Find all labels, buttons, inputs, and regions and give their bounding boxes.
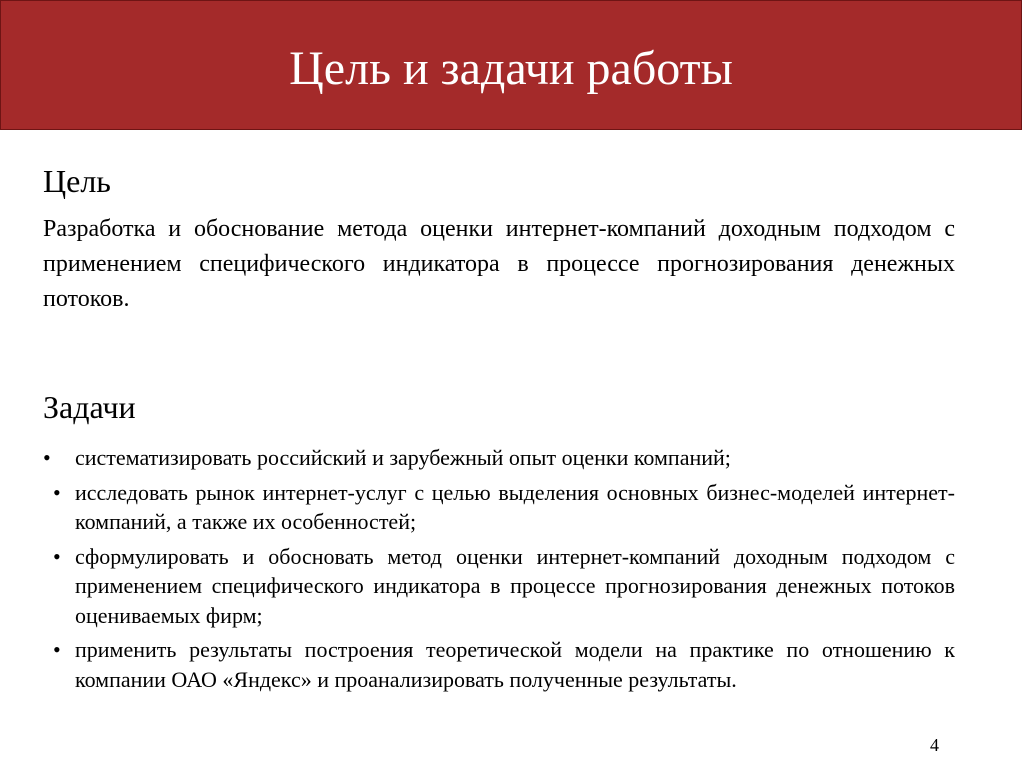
tasks-list (43, 443, 955, 699)
goal-heading: Цель (43, 163, 111, 199)
goal-text: Разработка и обоснование метода оценки интернет-компаний доходным подходом с применением специфического индикатора в процессе прогнозирования денежных потоков. (43, 216, 955, 312)
tasks-heading: Задачи (43, 389, 136, 425)
bullet-icon: • (43, 445, 51, 470)
task-item (43, 443, 955, 473)
bullet-icon: • (53, 543, 61, 569)
slide-title: Цель и задачи работы (289, 42, 733, 95)
task-text: систематизировать российский и зарубежный опыт оценки компаний; (75, 445, 731, 470)
task-item (43, 635, 955, 694)
bullet-icon: • (53, 479, 61, 505)
task-text: исследовать рынок интернет-услуг с целью выделения основных бизнес-моделей интернет-компаний, а также их особенностей; (75, 479, 955, 534)
task-text: применить результаты построения теоретической модели на практике по отношению к компании ОАО «Яндекс» и проанализировать полученные результаты. (75, 637, 955, 692)
task-item (43, 478, 955, 537)
task-item (43, 542, 955, 631)
title-bar (0, 0, 1022, 130)
bullet-icon: • (53, 637, 61, 662)
page-number: 4 (930, 735, 939, 755)
task-text: сформулировать и обосновать метод оценки интернет-компаний доходным подходом с применением специфического индикатора в процессе прогнозирования денежных потоков оцениваемых фирм; (75, 543, 955, 628)
